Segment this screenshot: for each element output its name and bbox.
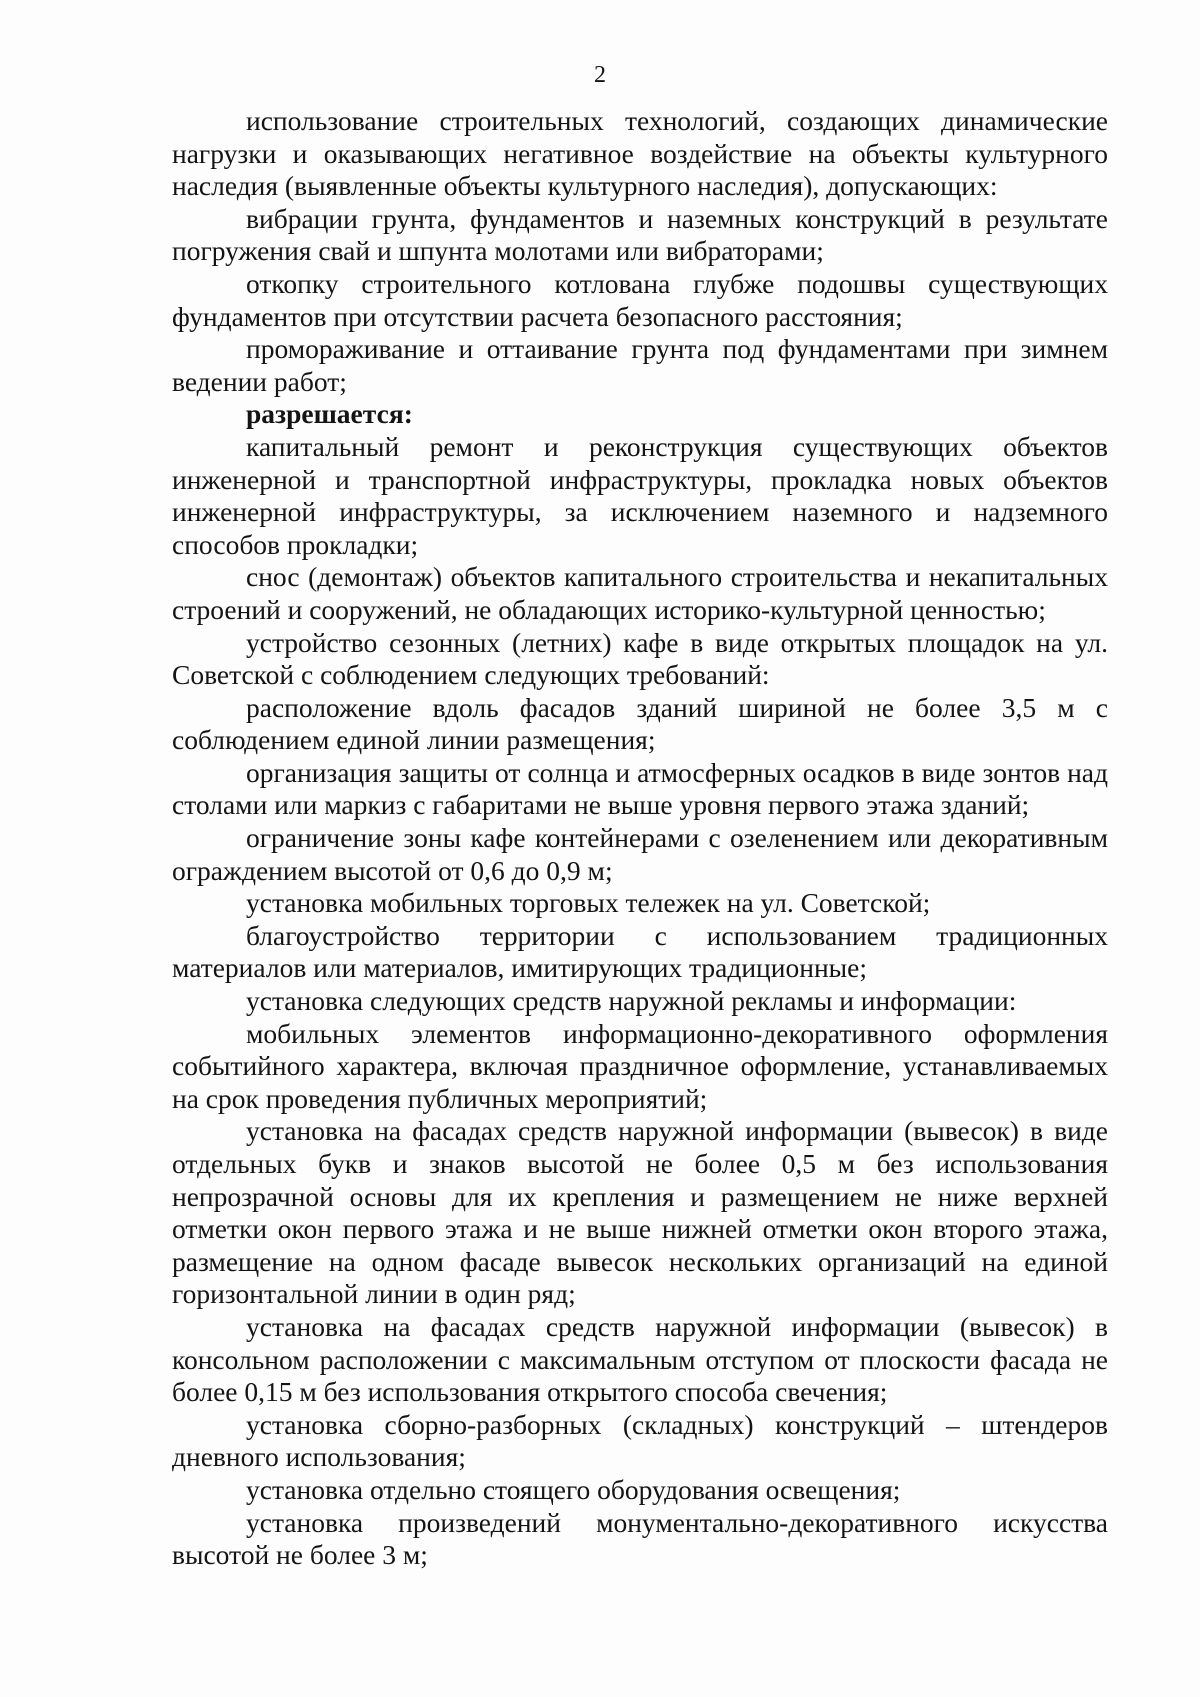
paragraph: вибрации грунта, фундаментов и наземных конструкций в результате погружения свай и шпунта молотами или вибраторами; [172,202,1108,267]
paragraph: установка на фасадах средств наружной информации (вывесок) в виде отдельных букв и знаков высотой не более 0,5 м без использования непрозрачной основы для их крепления и размещением не ниже верхней отметки окон первого этажа и не выше нижней отметки окон второго этажа, размещение на одном фасаде вывесок нескольких организаций на единой горизонтальной линии в один ряд; [172,1115,1108,1310]
paragraph: капитальный ремонт и реконструкция существующих объектов инженерной и транспортной инфраструктуры, прокладка новых объектов инженерной инфраструктуры, за исключением наземного и надземного способов прокладки; [172,430,1108,560]
paragraph: установка следующих средств наружной рекламы и информации: [246,985,1017,1017]
paragraph: откопку строительного котлована глубже подошвы существующих фундаментов при отсутствии расчета безопасного расстояния; [172,267,1108,332]
paragraph: установка мобильных торговых тележек на ул. Советской; [246,887,931,919]
paragraph: установка на фасадах средств наружной информации (вывесок) в консольном расположении с максимальным отступом от плоскости фасада не более 0,15 м без использования открытого способа свечения; [172,1310,1108,1408]
document-body [172,105,1108,1572]
paragraph: расположение вдоль фасадов зданий шириной не более 3,5 м с соблюдением единой линии размещения; [172,691,1108,756]
paragraph: снос (демонтаж) объектов капитального строительства и некапитальных строений и сооружений, не обладающих историко-культурной ценностью; [172,561,1108,625]
paragraph: установка отдельно стоящего оборудования освещения; [246,1473,901,1505]
paragraph: установка произведений монументально-декоративного искусства высотой не более 3 м; [172,1506,1108,1571]
paragraph: устройство сезонных (летних) кафе в виде открытых площадок на ул. Советской с соблюдением следующих требований: [172,626,1108,691]
page-number: 2 [594,62,606,88]
paragraph: использование строительных технологий, создающих динамические нагрузки и оказывающих негативное воздействие на объекты культурного наследия (выявленные объекты культурного наследия), допускающих: [172,105,1108,202]
paragraph: организация защиты от солнца и атмосферных осадков в виде зонтов над столами или маркиз с габаритами не выше уровня первого этажа зданий; [172,756,1108,821]
paragraph: ограничение зоны кафе контейнерами с озеленением или декоративным ограждением высотой от 0,6 до 0,9 м; [172,822,1108,886]
section-heading: разрешается: [246,398,413,430]
paragraph: благоустройство территории с использованием традиционных материалов или материалов, имитирующих традиционные; [172,919,1108,984]
paragraph: мобильных элементов информационно-декоративного оформления событийного характера, включая праздничное оформление, устанавливаемых на срок проведения публичных мероприятий; [172,1017,1108,1114]
paragraph: установка сборно-разборных (складных) конструкций – штендеров дневного использования; [172,1408,1108,1473]
paragraph: промораживание и оттаивание грунта под фундаментами при зимнем ведении работ; [172,333,1108,397]
